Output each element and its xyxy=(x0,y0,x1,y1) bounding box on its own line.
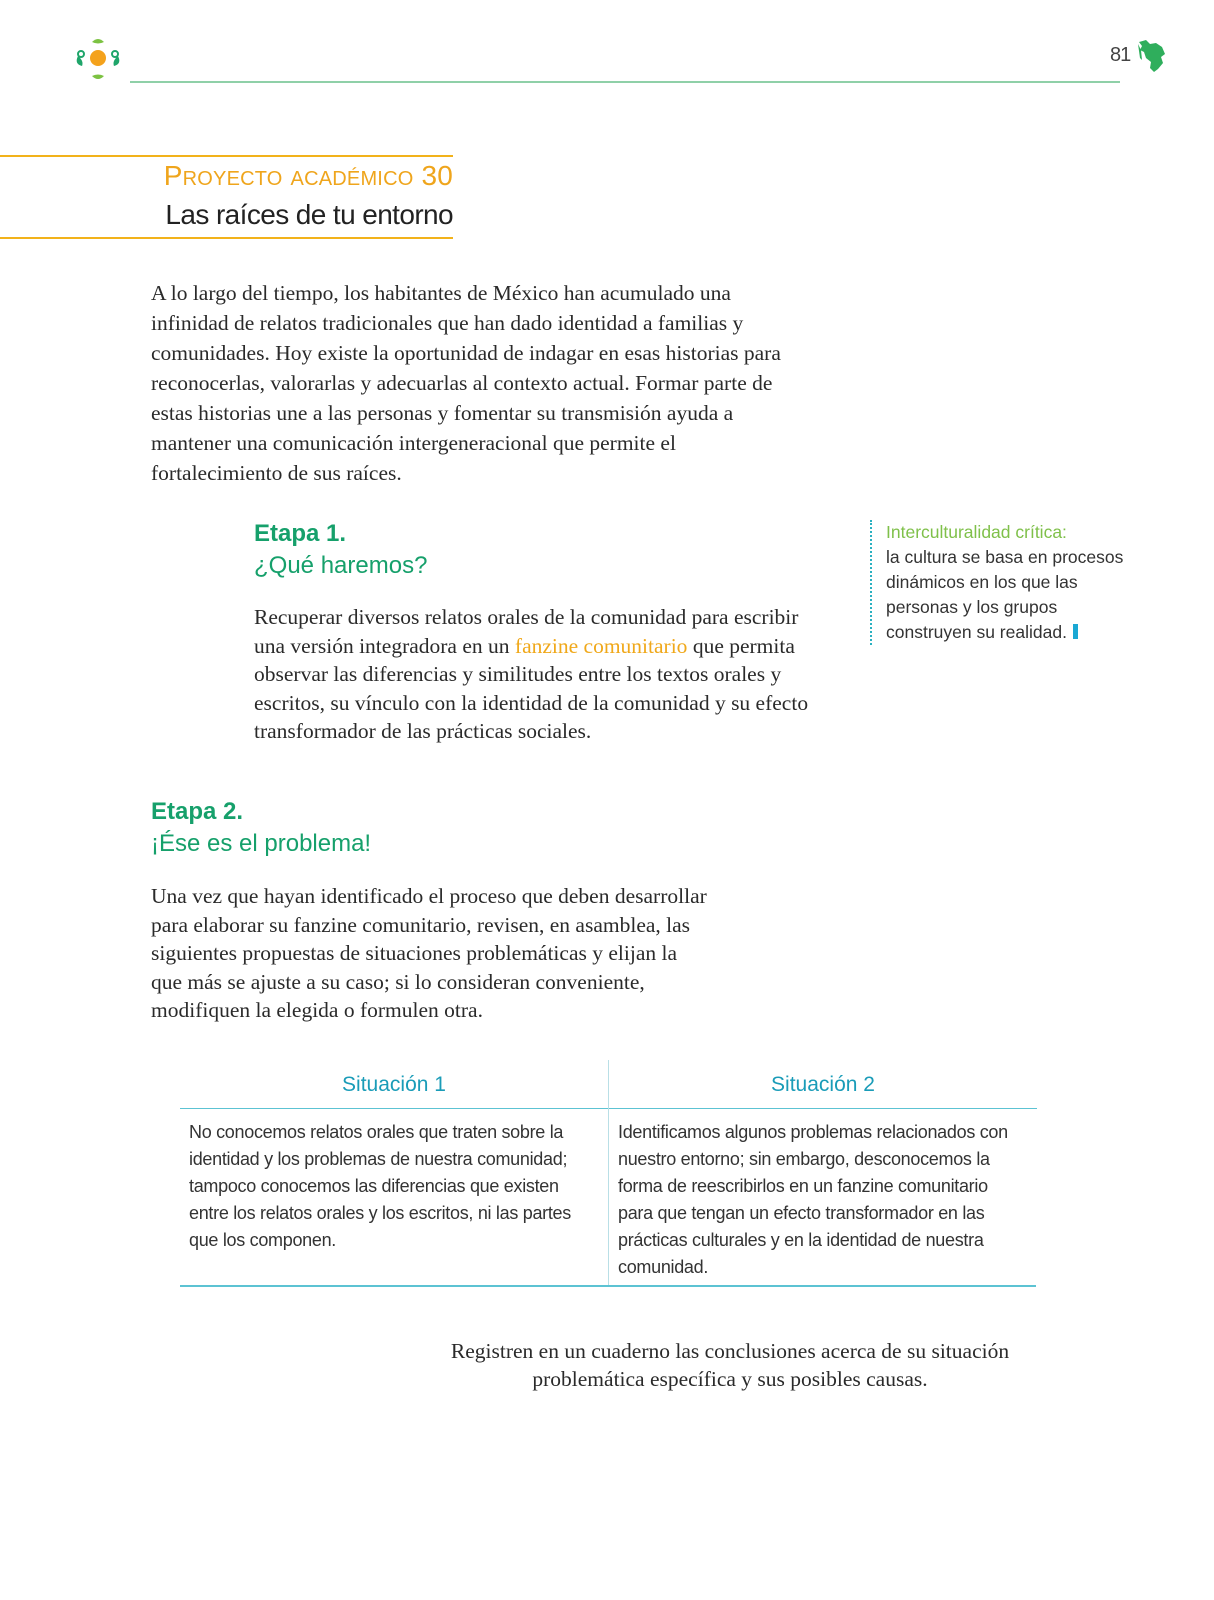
stage1-title: Etapa 1. xyxy=(254,520,347,547)
fanzine-highlight: fanzine comunitario xyxy=(514,633,688,658)
community-logo-icon xyxy=(72,34,124,84)
note-end-mark xyxy=(1073,624,1078,639)
stage2-subtitle: ¡Ése es el problema! xyxy=(151,830,372,857)
project-label: Proyecto académico 30 xyxy=(163,160,453,191)
stage1-text-after: que permita observar las diferencias y similitudes entre los textos orales y escritos, su vínculo con la identidad de la comunidad y su efecto transformador de las prácticas sociales. xyxy=(254,633,809,743)
stage1-text-before: Recuperar diversos relatos orales de la comunidad para escribir una versión integradora en un xyxy=(254,605,799,658)
situation-2-heading: Situación 2 xyxy=(609,1060,1037,1109)
glossary-note xyxy=(870,520,1126,645)
title-bottom-rule xyxy=(0,237,453,239)
page-number: 81 xyxy=(1110,44,1131,66)
stage2-heading xyxy=(151,796,371,860)
project-title: Las raíces de tu entorno xyxy=(165,199,453,230)
mexico-map-icon xyxy=(1136,38,1168,74)
note-text: la cultura se basa en procesos dinámicos en los que las personas y los grupos construyen su realidad. xyxy=(886,547,1124,642)
intro-paragraph: A lo largo del tiempo, los habitantes de México han acumulado una infinidad de relatos tradicionales que han dado identidad a familias y comunidades. Hoy existe la oportunidad de indagar en esas historias para reconocerlas, valorarlas y adecuarlas al contexto actual. Formar parte de estas historias une a las personas y fomentar su transmisión ayuda a mantener una comunicación intergeneracional que permite el fortalecimiento de sus raíces. xyxy=(151,281,781,485)
stage2-paragraph: Una vez que hayan identificado el proceso que deben desarrollar para elaborar su fanzine comunitario, revisen, en asamblea, las siguientes propuestas de situaciones problemáticas y elijan la que más se ajuste a su caso; si lo consideran conveniente, modifiquen la elegida o formulen otra. xyxy=(151,884,707,1022)
stage1-paragraph xyxy=(254,603,814,746)
stage1-subtitle: ¿Qué haremos? xyxy=(254,552,428,579)
situation-2-text: Identificamos algunos problemas relacionados con nuestro entorno; sin embargo, desconocemos la forma de reescribirlos en un fanzine comunitario para que tengan un efecto transformador en las prácticas culturales y en la identidad de nuestra comunidad. xyxy=(618,1122,1008,1277)
situations-table xyxy=(180,1060,1036,1286)
stage2-title: Etapa 2. xyxy=(151,798,244,825)
situation-2 xyxy=(608,1060,1037,1286)
header-rule xyxy=(130,81,1120,83)
situation-1-heading: Situación 1 xyxy=(180,1060,608,1109)
table-bottom-rule xyxy=(180,1285,1036,1287)
situation-1-text: No conocemos relatos orales que traten sobre la identidad y los problemas de nuestra comunidad; tampoco conocemos las diferencias que existen entre los relatos orales y los escritos, ni las partes que los componen. xyxy=(189,1122,571,1250)
situation-1 xyxy=(180,1060,608,1286)
title-top-rule xyxy=(0,155,453,157)
stage1-heading xyxy=(254,518,427,582)
conclusion-paragraph: Registren en un cuaderno las conclusiones acerca de su situación problemática específica y sus posibles causas. xyxy=(450,1339,1010,1391)
note-term: Interculturalidad crítica: xyxy=(886,522,1067,542)
